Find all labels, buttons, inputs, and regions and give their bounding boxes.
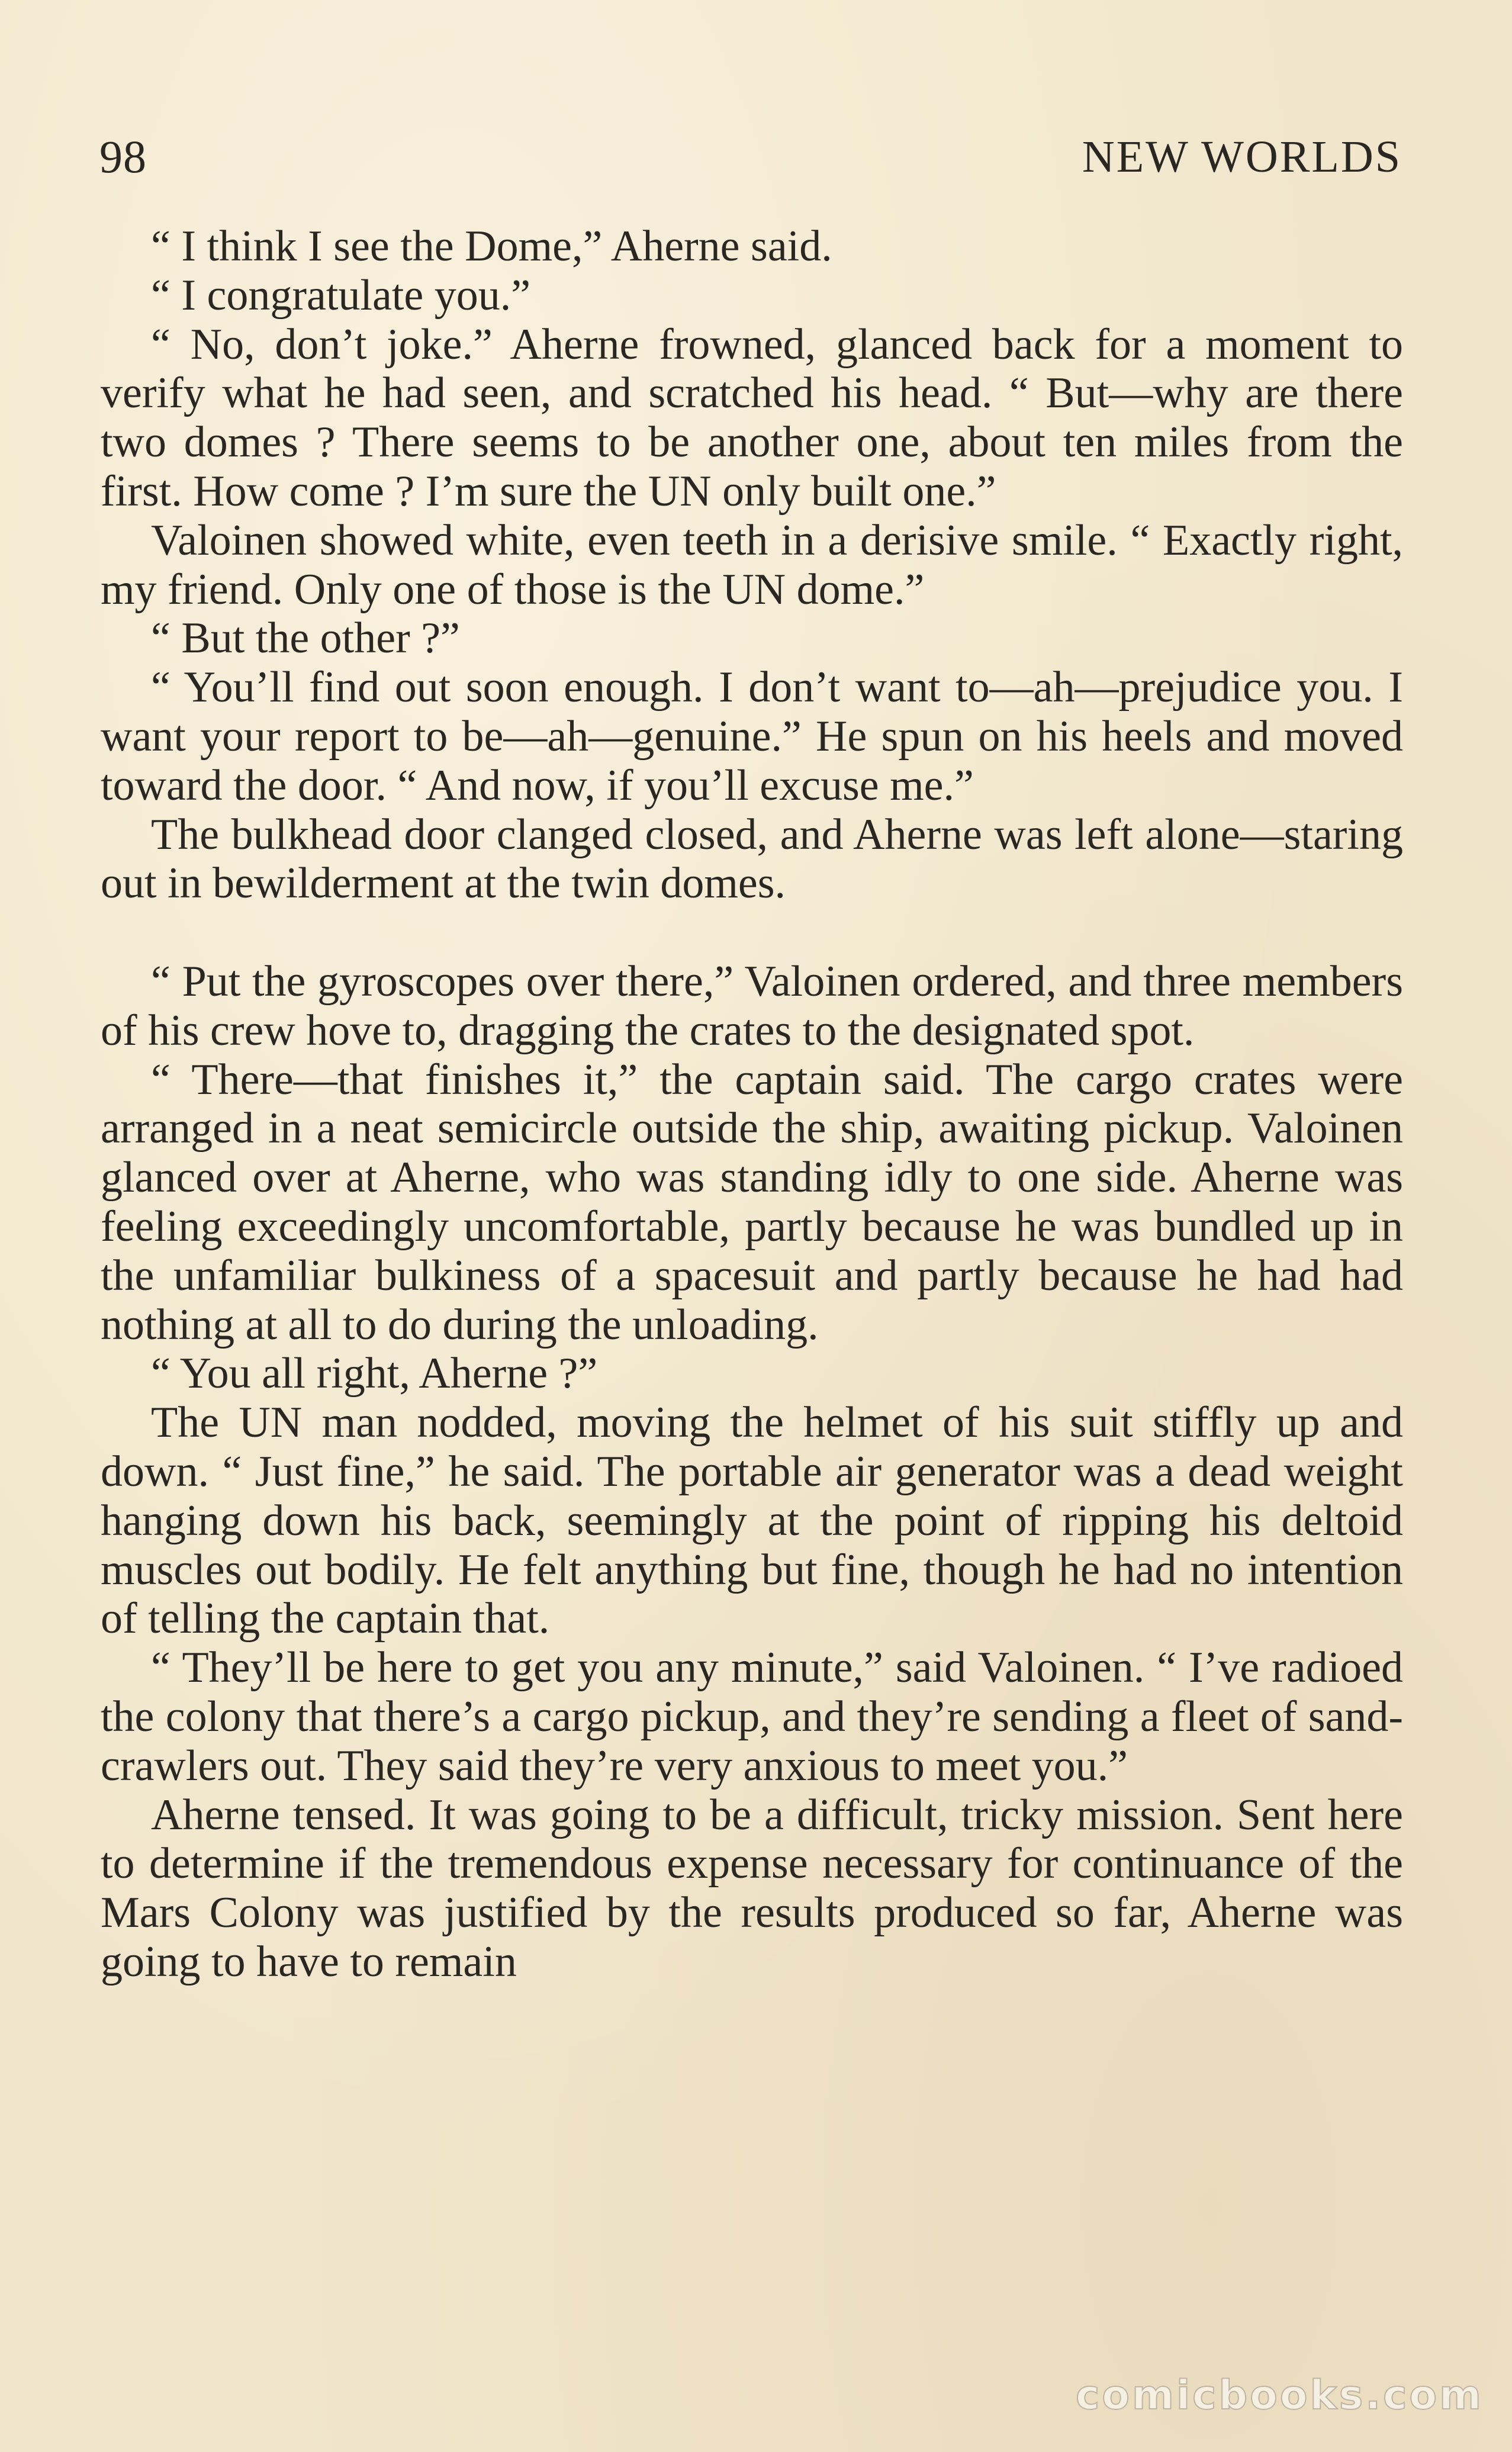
paragraph: “ They’ll be here to get you any minute,” said Valoinen. “ I’ve radioed the colony that there’s a cargo pickup, and they’re sending a fleet of sand-crawlers out. They said they’re very anxious to meet you.”	[101, 1643, 1403, 1790]
paragraph: Aherne tensed. It was going to be a difficult, tricky mission. Sent here to determine if the tremendous expense necessary for continuance of the Mars Colony was justified by the results produced so far, Aherne was going to have to remain	[101, 1790, 1403, 1986]
paragraph: The bulkhead door clanged closed, and Aherne was left alone—staring out in bewilderment at the twin domes.	[101, 810, 1403, 908]
section-break	[101, 908, 1403, 957]
paragraph: “ There—that finishes it,” the captain said. The cargo crates were arranged in a neat semicircle outside the ship, awaiting pickup. Valoinen glanced over at Aherne, who was standing idly to one side. Aherne was feeling exceedingly uncomfortable, partly because he was bundled up in the unfamiliar bulkiness of a spacesuit and partly because he had had nothing at all to do during the unloading.	[101, 1055, 1403, 1349]
page-number: 98	[99, 131, 147, 182]
paragraph: “ No, don’t joke.” Aherne frowned, glanced back for a moment to verify what he had seen, and scratched his head. “ But—why are there two domes ? There seems to be another one, about ten miles from the first. How come ? I’m sure the UN only built one.”	[101, 320, 1403, 516]
paragraph: “ I congratulate you.”	[151, 271, 531, 320]
paragraph: “ I think I see the Dome,” Aherne said.	[151, 222, 832, 271]
paragraph: “ Put the gyroscopes over there,” Valoinen ordered, and three members of his crew hove to, dragging the crates to the designated spot.	[101, 957, 1403, 1055]
body-text	[101, 222, 1403, 1987]
paragraph: “ You all right, Aherne ?”	[151, 1349, 598, 1398]
paragraph: “ You’ll find out soon enough. I don’t want to—ah—prejudice you. I want your report to be—ah—genuine.” He spun on his heels and moved toward the door. “ And now, if you’ll excuse me.”	[101, 663, 1403, 810]
running-head: NEW WORLDS	[1082, 131, 1402, 182]
page-header	[99, 124, 1402, 189]
watermark: comicbooks.com	[1075, 2372, 1484, 2419]
paragraph: The UN man nodded, moving the helmet of his suit stiffly up and down. “ Just fine,” he said. The portable air generator was a dead weight hanging down his back, seemingly at the point of ripping his deltoid muscles out bodily. He felt anything but fine, though he had no intention of telling the captain that.	[101, 1398, 1403, 1643]
paragraph: Valoinen showed white, even teeth in a derisive smile. “ Exactly right, my friend. Only one of those is the UN dome.”	[101, 516, 1403, 614]
paragraph: “ But the other ?”	[151, 614, 460, 663]
